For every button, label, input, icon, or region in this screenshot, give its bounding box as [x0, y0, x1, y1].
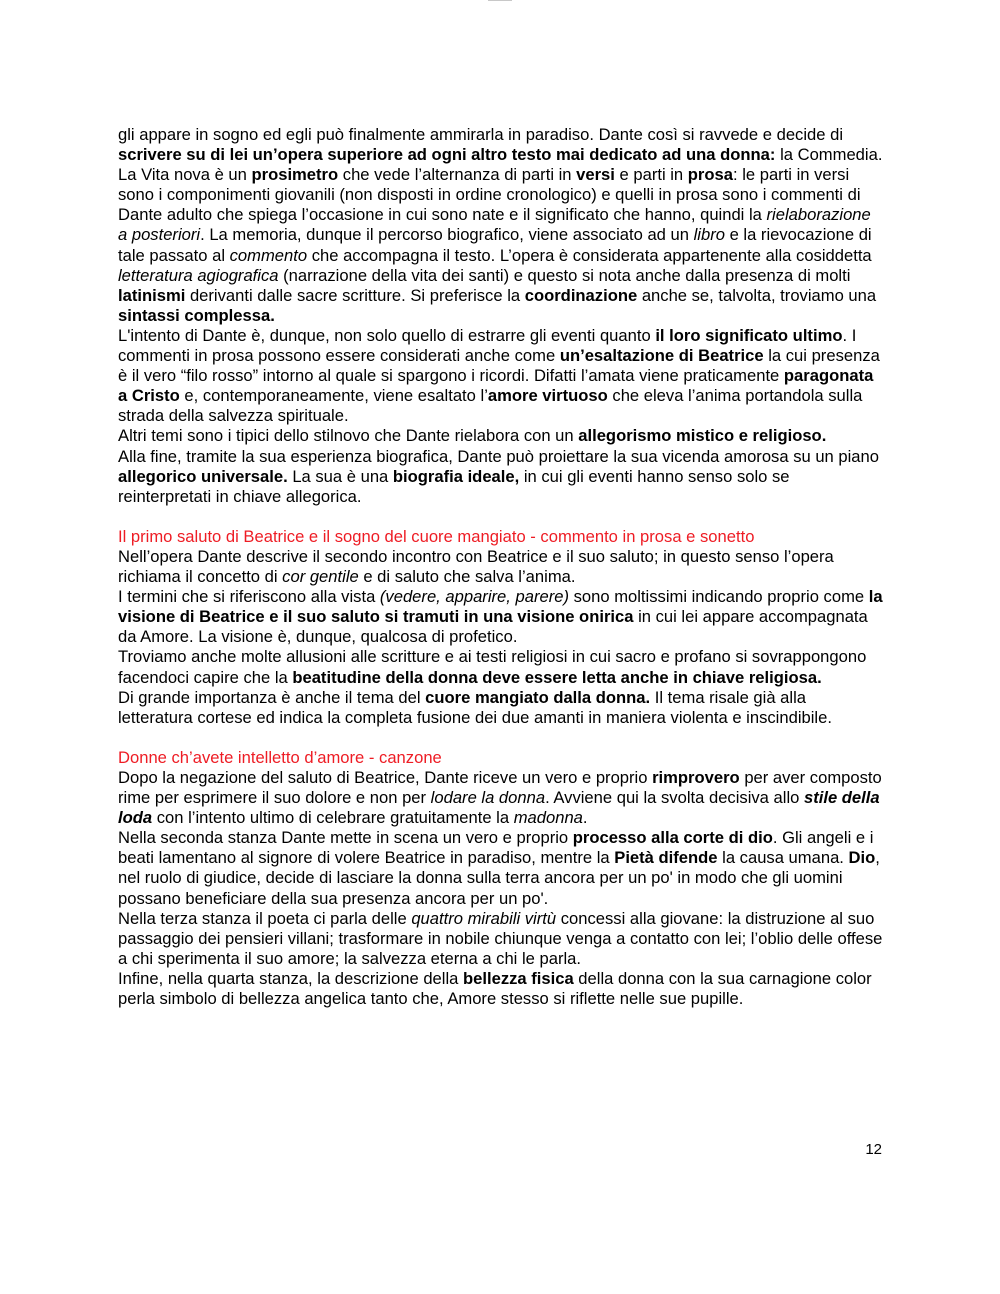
bold-text: versi	[576, 165, 615, 185]
text-run: gli appare in sogno ed egli può finalmente ammirarla in paradiso. Dante così si ravvede e decide di	[118, 125, 844, 144]
text-run: la cui presenza è il vero “filo rosso” intorno al quale si spargono i ricordi. Difatti l’amata viene praticamente	[118, 346, 880, 386]
paragraph	[118, 647, 884, 687]
italic-text: libro	[693, 225, 725, 245]
paragraph	[118, 909, 884, 969]
section-heading: Il primo saluto di Beatrice e il sogno del cuore mangiato - commento in prosa e sonetto	[118, 526, 755, 546]
bold-text: bellezza fisica	[463, 968, 574, 988]
bold-text: Dio	[848, 848, 876, 868]
text-run: La Vita nova è un	[118, 165, 252, 185]
italic-text: letteratura agiografica	[118, 265, 279, 285]
text-run: e di saluto che salva l’anima.	[358, 567, 576, 587]
text-run: Nella terza stanza il poeta ci parla delle	[118, 908, 412, 928]
page-number: 12	[865, 1141, 882, 1158]
text-run: e, contemporaneamente, viene esaltato l’	[179, 386, 488, 406]
italic-text: lodare la donna	[430, 788, 546, 808]
section-gap	[118, 507, 884, 527]
bold-text: scrivere su di lei un’opera superiore ad ogni altro testo mai dedicato ad una donna:	[118, 145, 776, 165]
text-run: concessi alla giovane: la distruzione al suo passaggio dei pensieri villani; trasformare in nobile chiunque venga a contatto con lei; l’oblio delle offese a chi sperimenta il suo amore; la salvezza eterna a chi le parla.	[118, 908, 883, 968]
bold-text: un’esaltazione di Beatrice	[559, 346, 764, 366]
text-run: I termini che si riferiscono alla vista	[118, 587, 380, 607]
paragraph	[118, 587, 884, 647]
text-run: che vede l’alternanza di parti in	[338, 165, 577, 185]
bold-text: coordinazione	[524, 285, 638, 305]
text-run: (narrazione della vita dei santi) e questo si nota anche dalla presenza di molti	[278, 265, 851, 285]
paragraph	[118, 165, 884, 326]
bold-text: prosimetro	[251, 165, 339, 185]
text-run: Infine, nella quarta stanza, la descrizione della	[118, 968, 463, 988]
text-run: : le parti in versi sono i componimenti giovanili (non disposti in ordine cronologico) e quelli in prosa sono i commenti di Dante adulto che spiega l’occasione in cui sono nate e il significato che hanno, quindi la	[118, 165, 861, 225]
text-run: con l’intento ultimo di celebrare gratuitamente la	[152, 808, 514, 828]
paragraph	[118, 125, 884, 165]
text-run: che eleva l’anima portandola sulla strada della salvezza spirituale.	[118, 386, 863, 426]
text-run: . La memoria, dunque il percorso biografico, viene associato ad un	[200, 225, 694, 245]
text-run: Troviamo anche molte allusioni alle scritture e ai testi religiosi in cui sacro e profano si sovrappongono facendoci capire che la	[118, 647, 867, 687]
text-run: sono moltissimi indicando proprio come	[568, 587, 869, 607]
bold-text: prosa	[687, 165, 733, 185]
italic-text: quattro mirabili virtù	[411, 908, 557, 928]
paragraph	[118, 688, 884, 728]
bold-text: allegorico universale.	[118, 466, 288, 486]
text-run: e la rievocazione di tale passato al	[118, 225, 872, 265]
text-run: anche se, talvolta, troviamo una	[637, 285, 877, 305]
text-run: della donna con la sua carnagione color perla simbolo di bellezza angelica tanto che, Amore stesso si riflette nelle sue pupille.	[118, 968, 872, 1009]
text-run: la Commedia.	[775, 145, 883, 165]
italic-text: cor gentile	[282, 567, 359, 587]
bold-text: latinismi	[118, 285, 186, 305]
bold-text: cuore mangiato dalla donna.	[425, 687, 651, 707]
bold-text: Pietà difende	[614, 848, 718, 868]
paragraph	[118, 326, 884, 426]
body-text	[118, 125, 884, 1009]
italic-text: commento	[229, 245, 308, 265]
text-run: che accompagna il testo. L’opera è considerata appartenente alla cosiddetta	[307, 245, 872, 265]
bold-text: sintassi complessa.	[118, 305, 275, 325]
text-run: per aver composto rime per esprimere il suo dolore e non per	[118, 768, 882, 808]
paragraph	[118, 828, 884, 908]
text-run: derivanti dalle sacre scritture. Si preferisce la	[185, 285, 525, 305]
bold-text: processo alla corte di dio	[572, 828, 773, 848]
text-run: Il tema risale già alla letteratura cortese ed indica la completa fusione dei due amanti in maniera violenta e inscindibile.	[118, 687, 832, 727]
text-run: Alla fine, tramite la sua esperienza biografica, Dante può proiettare la sua vicenda amorosa su un piano	[118, 446, 879, 466]
text-run: .	[582, 808, 588, 828]
text-run: Nella seconda stanza Dante mette in scena un vero e proprio	[118, 828, 573, 848]
italic-text: rielaborazione a posteriori	[118, 205, 871, 245]
bold-text: paragonata a Cristo	[118, 366, 874, 406]
text-run: e parti in	[614, 165, 688, 185]
paragraph	[118, 768, 884, 828]
text-run: in cui lei appare accompagnata da Amore. La visione è, dunque, qualcosa di profetico.	[118, 607, 868, 647]
text-run: La sua è una	[287, 466, 393, 486]
text-run: Di grande importanza è anche il tema del	[118, 687, 426, 707]
text-run: Altri temi sono i tipici dello stilnovo che Dante rielabora con un	[118, 426, 579, 446]
text-run: , nel ruolo di giudice, decide di lasciare la donna sulla terra ancora per un po' in modo che gli uomini possano beneficiare della sua presenza ancora per un po'.	[118, 848, 880, 908]
bold-text: rimprovero	[652, 768, 740, 787]
text-run: . Avviene qui la svolta decisiva allo	[545, 788, 804, 808]
italic-text: (vedere, apparire, parere)	[379, 587, 569, 607]
bold-text: stile della loda	[118, 788, 880, 828]
bold-text: beatitudine della donna deve essere letta anche in chiave religiosa.	[292, 667, 822, 687]
text-run: . Gli angeli e i beati lamentano al signore di volere Beatrice in paradiso, mentre la	[118, 828, 874, 868]
paragraph	[118, 969, 884, 1009]
paragraph	[118, 547, 884, 587]
text-run: Nell’opera Dante descrive il secondo incontro con Beatrice e il suo saluto; in questo senso l’opera richiama il concetto di	[118, 546, 834, 587]
header-mark	[488, 0, 512, 3]
text-run: Dopo la negazione del saluto di Beatrice, Dante riceve un vero e proprio	[118, 768, 653, 787]
bold-text: il loro significato ultimo	[655, 325, 843, 345]
text-run: . I commenti in prosa possono essere considerati anche come	[118, 325, 857, 366]
bold-text: la visione di Beatrice e il suo saluto si tramuti in una visione onirica	[118, 587, 883, 627]
paragraph	[118, 426, 884, 446]
bold-text: biografia ideale,	[392, 466, 520, 486]
bold-text: allegorismo mistico e religioso.	[578, 426, 827, 446]
text-run: L'intento di Dante è, dunque, non solo quello di estrarre gli eventi quanto	[118, 325, 656, 345]
text-run: in cui gli eventi hanno senso solo se reinterpretati in chiave allegorica.	[118, 466, 790, 506]
italic-text: madonna	[513, 808, 583, 828]
section-heading: Donne ch’avete intelletto d’amore - canzone	[118, 747, 442, 767]
paragraph	[118, 447, 884, 507]
section-gap	[118, 728, 884, 748]
text-run: la causa umana.	[717, 848, 849, 868]
bold-text: amore virtuoso	[487, 386, 608, 406]
